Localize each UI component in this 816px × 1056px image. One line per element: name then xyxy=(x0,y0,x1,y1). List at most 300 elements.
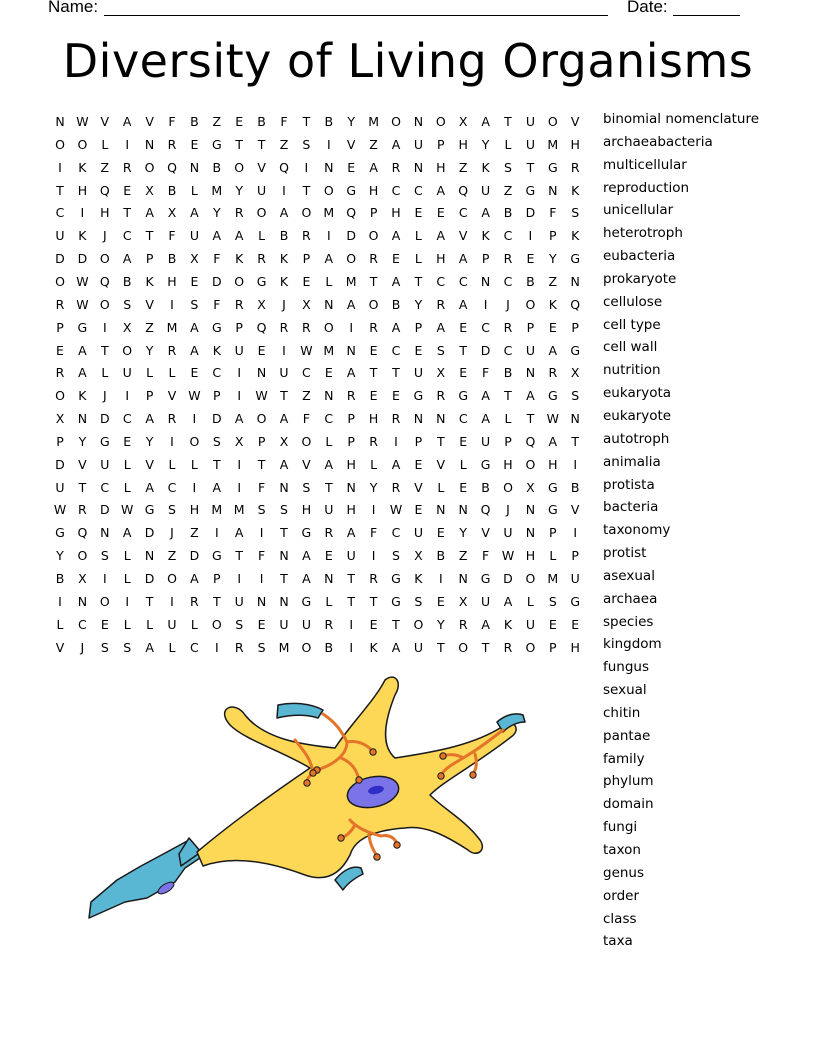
grid-letter: C xyxy=(458,273,468,289)
word-list-item: animalia xyxy=(603,453,661,470)
grid-letter: N xyxy=(324,571,334,586)
grid-letter: L xyxy=(190,456,198,472)
synaptic-knob xyxy=(310,770,316,776)
grid-letter: L xyxy=(414,251,422,267)
word-list-item: kingdom xyxy=(603,636,662,653)
grid-letter: L xyxy=(325,593,333,609)
grid-letter: F xyxy=(280,114,288,129)
grid-letter: R xyxy=(503,319,513,335)
grid-letter: V xyxy=(570,114,580,129)
grid-letter: S xyxy=(212,433,221,449)
grid-letter: G xyxy=(211,319,222,335)
grid-letter: E xyxy=(123,182,132,198)
grid-letter: I xyxy=(125,136,130,152)
grid-letter: E xyxy=(436,205,445,221)
grid-letter: K xyxy=(369,639,378,655)
grid-letter: Y xyxy=(548,251,557,267)
grid-letter: Y xyxy=(369,479,378,495)
grid-letter: S xyxy=(280,502,288,518)
grid-letter: I xyxy=(237,479,242,495)
grid-letter: L xyxy=(414,228,422,244)
grid-letter: Q xyxy=(99,273,110,289)
grid-letter: I xyxy=(304,159,309,175)
grid-letter: S xyxy=(414,593,423,609)
grid-letter: T xyxy=(123,205,131,221)
header xyxy=(0,0,816,19)
grid-letter: D xyxy=(211,411,222,427)
grid-letter: H xyxy=(77,182,88,198)
grid-letter: G xyxy=(55,525,65,541)
word-list-item: protista xyxy=(603,476,655,493)
grid-letter: H xyxy=(346,502,356,518)
grid-letter: I xyxy=(528,228,533,244)
grid-letter: R xyxy=(302,319,311,335)
grid-letter: T xyxy=(212,456,221,472)
grid-letter: S xyxy=(436,342,445,358)
grid-letter: A xyxy=(481,411,490,427)
date-label: Date: xyxy=(627,0,668,16)
name-field[interactable] xyxy=(104,15,608,16)
grid-letter: C xyxy=(190,639,199,655)
grid-letter: P xyxy=(526,319,535,335)
grid-letter: A xyxy=(436,228,446,244)
grid-letter: R xyxy=(167,136,177,152)
grid-letter: E xyxy=(459,433,468,449)
grid-letter: O xyxy=(323,182,334,198)
grid-letter: N xyxy=(144,548,155,564)
grid-letter: U xyxy=(525,136,535,152)
grid-letter: A xyxy=(212,479,222,495)
grid-letter: Z xyxy=(503,182,513,198)
grid-letter: N xyxy=(77,593,88,609)
grid-letter: B xyxy=(167,251,177,267)
grid-letter: L xyxy=(190,616,198,632)
grid-letter: V xyxy=(414,479,423,495)
grid-letter: D xyxy=(99,502,110,518)
synaptic-knob xyxy=(394,842,400,848)
grid-letter: A xyxy=(78,342,87,358)
grid-letter: T xyxy=(347,571,355,586)
grid-letter: C xyxy=(458,205,468,221)
grid-letter: B xyxy=(503,205,513,221)
grid-letter: N xyxy=(436,502,446,518)
synaptic-knob xyxy=(356,777,362,783)
grid-letter: L xyxy=(146,616,154,632)
grid-letter: D xyxy=(503,571,513,586)
grid-letter: G xyxy=(301,593,312,609)
grid-letter: O xyxy=(413,616,424,632)
grid-letter: C xyxy=(391,342,401,358)
grid-letter: E xyxy=(324,548,333,564)
synaptic-knob xyxy=(370,749,376,755)
grid-letter: Z xyxy=(100,159,110,175)
grid-letter: V xyxy=(78,456,87,472)
grid-letter: N xyxy=(525,365,536,381)
grid-letter: E xyxy=(369,388,378,404)
grid-letter: B xyxy=(279,228,289,244)
grid-letter: P xyxy=(347,411,355,427)
grid-letter: J xyxy=(506,296,510,312)
grid-letter: Z xyxy=(302,388,311,404)
neuron-illustration xyxy=(85,670,605,970)
grid-letter: Z xyxy=(458,159,468,175)
grid-letter: N xyxy=(413,159,424,175)
grid-letter: E xyxy=(56,342,64,358)
grid-letter: D xyxy=(55,456,65,472)
grid-letter: T xyxy=(235,548,243,564)
word-list-item: cell wall xyxy=(603,339,658,356)
grid-letter: G xyxy=(480,571,491,586)
grid-letter: I xyxy=(282,342,286,358)
grid-letter: Q xyxy=(525,433,536,449)
grid-letter: S xyxy=(571,388,580,404)
grid-letter: E xyxy=(526,251,535,267)
letter-grid xyxy=(49,111,589,655)
grid-letter: T xyxy=(369,593,378,609)
grid-letter: Y xyxy=(481,136,490,152)
grid-letter: A xyxy=(526,388,535,404)
grid-letter: L xyxy=(325,273,333,289)
grid-letter: B xyxy=(167,182,177,198)
grid-letter: C xyxy=(122,228,132,244)
grid-letter: H xyxy=(548,456,558,472)
grid-letter: I xyxy=(326,228,331,244)
grid-letter: Q xyxy=(279,159,289,175)
grid-letter: K xyxy=(414,571,423,586)
grid-letter: G xyxy=(547,159,558,175)
grid-letter: G xyxy=(346,182,357,198)
grid-letter: F xyxy=(168,228,176,244)
grid-letter: K xyxy=(212,342,221,358)
grid-letter: C xyxy=(436,273,446,289)
grid-letter: M xyxy=(233,502,245,518)
grid-letter: B xyxy=(190,114,199,129)
grid-letter: L xyxy=(370,456,378,472)
grid-letter: F xyxy=(302,411,310,427)
grid-letter: R xyxy=(257,251,266,267)
grid-letter: V xyxy=(100,114,110,129)
grid-letter: A xyxy=(481,616,490,632)
grid-letter: C xyxy=(324,411,334,427)
grid-letter: X xyxy=(234,433,244,449)
grid-letter: F xyxy=(549,205,557,221)
word-list-item: reproduction xyxy=(603,179,690,196)
grid-letter: E xyxy=(436,525,445,541)
grid-letter: H xyxy=(436,159,446,175)
word-list-item: taxa xyxy=(603,933,633,950)
grid-letter: K xyxy=(145,273,154,289)
grid-letter: O xyxy=(503,479,513,495)
grid-letter: R xyxy=(279,319,289,335)
word-list-item: asexual xyxy=(603,567,655,584)
grid-letter: I xyxy=(371,502,376,518)
grid-letter: U xyxy=(481,433,491,449)
grid-letter: T xyxy=(145,228,154,244)
grid-letter: O xyxy=(77,548,88,564)
grid-letter: N xyxy=(346,479,356,495)
grid-letter: T xyxy=(436,639,445,655)
grid-letter: F xyxy=(369,525,378,541)
grid-letter: G xyxy=(301,525,312,541)
grid-letter: S xyxy=(168,502,176,518)
grid-letter: T xyxy=(436,433,445,449)
grid-letter: C xyxy=(458,411,468,427)
grid-letter: U xyxy=(279,365,289,381)
grid-letter: T xyxy=(280,525,288,541)
grid-letter: A xyxy=(190,571,199,586)
grid-letter: Y xyxy=(414,296,423,312)
grid-letter: I xyxy=(326,136,331,152)
grid-letter: Y xyxy=(145,433,154,449)
grid-letter: N xyxy=(525,525,536,541)
synaptic-knob xyxy=(374,854,380,860)
grid-letter: X xyxy=(257,296,266,312)
grid-letter: A xyxy=(145,205,154,221)
grid-letter: P xyxy=(56,433,64,449)
grid-letter: O xyxy=(99,296,110,312)
synaptic-knob xyxy=(304,780,310,786)
grid-letter: L xyxy=(123,456,131,472)
grid-letter: P xyxy=(213,571,221,586)
grid-letter: H xyxy=(458,136,468,152)
grid-letter: R xyxy=(391,159,401,175)
grid-letter: A xyxy=(190,319,199,335)
grid-letter: H xyxy=(570,639,580,655)
grid-letter: R xyxy=(55,296,65,312)
grid-letter: N xyxy=(100,525,110,541)
grid-letter: R xyxy=(167,342,177,358)
grid-letter: E xyxy=(392,251,400,267)
grid-letter: R xyxy=(570,159,580,175)
grid-letter: S xyxy=(257,639,266,655)
grid-letter: O xyxy=(547,114,558,129)
grid-letter: B xyxy=(391,296,401,312)
grid-letter: U xyxy=(413,136,423,152)
word-list-item: species xyxy=(603,613,654,630)
grid-letter: C xyxy=(503,273,513,289)
grid-letter: I xyxy=(125,593,130,609)
word-list-item: nutrition xyxy=(603,362,661,379)
grid-letter: S xyxy=(302,136,311,152)
grid-letter: H xyxy=(391,205,401,221)
grid-letter: N xyxy=(548,182,558,198)
grid-letter: V xyxy=(145,456,154,472)
grid-letter: O xyxy=(525,571,536,586)
grid-letter: A xyxy=(122,114,132,129)
grid-letter: G xyxy=(211,136,222,152)
grid-letter: T xyxy=(392,365,400,381)
grid-letter: A xyxy=(234,525,244,541)
grid-letter: K xyxy=(78,228,87,244)
grid-letter: G xyxy=(458,388,469,404)
grid-letter: O xyxy=(55,136,65,152)
grid-letter: E xyxy=(369,616,378,632)
grid-letter: P xyxy=(302,251,311,267)
word-list-item: fungi xyxy=(603,819,638,836)
grid-letter: T xyxy=(347,593,355,609)
grid-letter: A xyxy=(458,251,468,267)
grid-letter: P xyxy=(145,251,154,267)
grid-letter: I xyxy=(573,456,578,472)
grid-letter: K xyxy=(503,616,513,632)
grid-letter: U xyxy=(413,525,423,541)
grid-letter: M xyxy=(547,136,559,152)
grid-letter: L xyxy=(123,548,131,564)
grid-letter: A xyxy=(190,205,199,221)
grid-letter: L xyxy=(146,365,154,381)
grid-letter: O xyxy=(323,319,334,335)
grid-letter: G xyxy=(256,273,267,289)
grid-letter: I xyxy=(214,525,219,541)
grid-letter: I xyxy=(259,525,264,541)
grid-letter: N xyxy=(458,502,468,518)
grid-letter: F xyxy=(213,251,221,267)
grid-letter: T xyxy=(414,273,423,289)
grid-letter: Q xyxy=(256,319,267,335)
grid-letter: C xyxy=(100,479,110,495)
grid-letter: U xyxy=(570,571,580,586)
grid-letter: T xyxy=(257,136,266,152)
word-list-item: order xyxy=(603,887,639,904)
grid-letter: A xyxy=(391,319,401,335)
grid-letter: N xyxy=(279,479,289,495)
grid-letter: A xyxy=(212,228,222,244)
grid-letter: K xyxy=(481,228,490,244)
grid-letter: C xyxy=(414,182,423,198)
grid-letter: A xyxy=(391,228,401,244)
grid-letter: O xyxy=(99,593,110,609)
grid-letter: G xyxy=(77,319,88,335)
grid-letter: L xyxy=(56,616,64,632)
grid-letter: G xyxy=(547,388,558,404)
grid-letter: N xyxy=(525,502,536,518)
grid-letter: V xyxy=(458,228,468,244)
grid-letter: E xyxy=(190,365,199,381)
dendrite-branch xyxy=(369,833,377,856)
grid-letter: G xyxy=(570,593,581,609)
grid-letter: I xyxy=(438,571,443,586)
grid-letter: K xyxy=(571,182,580,198)
date-field[interactable] xyxy=(673,15,740,16)
grid-letter: A xyxy=(122,251,132,267)
grid-letter: B xyxy=(436,548,446,564)
grid-letter: P xyxy=(549,525,557,541)
grid-letter: P xyxy=(571,548,579,564)
grid-letter: M xyxy=(323,342,335,358)
word-list-item: heterotroph xyxy=(603,225,683,242)
grid-letter: A xyxy=(391,136,401,152)
grid-letter: F xyxy=(257,479,266,495)
grid-letter: P xyxy=(414,433,423,449)
grid-letter: L xyxy=(168,639,176,655)
grid-letter: F xyxy=(481,548,490,564)
grid-letter: Y xyxy=(459,525,467,541)
grid-letter: M xyxy=(278,639,290,655)
grid-letter: G xyxy=(525,182,536,198)
grid-letter: T xyxy=(280,571,288,586)
word-list-item: genus xyxy=(603,864,645,881)
grid-letter: G xyxy=(413,388,424,404)
grid-letter: U xyxy=(346,548,356,564)
grid-letter: D xyxy=(189,548,200,564)
grid-letter: U xyxy=(324,502,334,518)
grid-letter: J xyxy=(506,502,510,518)
grid-letter: P xyxy=(549,639,557,655)
grid-letter: A xyxy=(234,228,244,244)
grid-letter: U xyxy=(413,365,423,381)
grid-letter: R xyxy=(167,411,177,427)
grid-letter: E xyxy=(571,616,580,632)
grid-letter: E xyxy=(324,365,333,381)
grid-letter: L xyxy=(325,433,333,449)
grid-letter: A xyxy=(302,548,311,564)
grid-letter: H xyxy=(100,205,110,221)
grid-letter: Q xyxy=(99,182,110,198)
word-list-item: sexual xyxy=(603,682,647,699)
grid-letter: M xyxy=(166,319,178,335)
grid-letter: I xyxy=(394,433,398,449)
grid-letter: A xyxy=(369,159,378,175)
grid-letter: W xyxy=(255,388,268,404)
grid-letter: A xyxy=(391,639,401,655)
grid-letter: N xyxy=(144,136,155,152)
grid-letter: A xyxy=(234,411,244,427)
grid-letter: I xyxy=(80,205,85,221)
grid-letter: E xyxy=(235,114,244,129)
grid-letter: L xyxy=(168,365,176,381)
grid-letter: E xyxy=(257,342,266,358)
grid-letter: M xyxy=(323,205,335,221)
grid-letter: A xyxy=(391,456,401,472)
grid-letter: X xyxy=(55,411,65,427)
grid-letter: Y xyxy=(212,205,221,221)
grid-letter: V xyxy=(302,456,311,472)
grid-letter: N xyxy=(256,365,267,381)
grid-letter: T xyxy=(369,273,378,289)
grid-letter: O xyxy=(525,639,536,655)
grid-letter: E xyxy=(414,456,423,472)
grid-letter: O xyxy=(525,456,536,472)
grid-letter: A xyxy=(436,182,446,198)
grid-letter: O xyxy=(55,388,65,404)
grid-letter: T xyxy=(481,639,490,655)
grid-letter: S xyxy=(123,639,132,655)
grid-letter: S xyxy=(392,548,400,564)
grid-letter: A xyxy=(391,273,401,289)
grid-letter: Q xyxy=(480,502,491,518)
grid-letter: R xyxy=(190,593,199,609)
grid-letter: N xyxy=(256,593,267,609)
grid-letter: I xyxy=(349,639,354,655)
grid-letter: M xyxy=(547,571,559,586)
grid-letter: E xyxy=(392,388,400,404)
grid-letter: F xyxy=(481,365,490,381)
grid-letter: W xyxy=(501,548,515,564)
grid-letter: T xyxy=(302,114,311,129)
grid-letter: A xyxy=(436,319,446,335)
grid-letter: H xyxy=(346,456,356,472)
grid-letter: U xyxy=(167,616,177,632)
grid-letter: X xyxy=(436,365,446,381)
grid-letter: N xyxy=(324,388,334,404)
grid-letter: L xyxy=(504,411,512,427)
grid-letter: O xyxy=(234,159,245,175)
grid-letter: Y xyxy=(235,182,243,198)
grid-letter: U xyxy=(234,593,244,609)
grid-letter: P xyxy=(437,136,445,152)
grid-letter: C xyxy=(481,319,490,335)
grid-letter: B xyxy=(122,273,132,289)
